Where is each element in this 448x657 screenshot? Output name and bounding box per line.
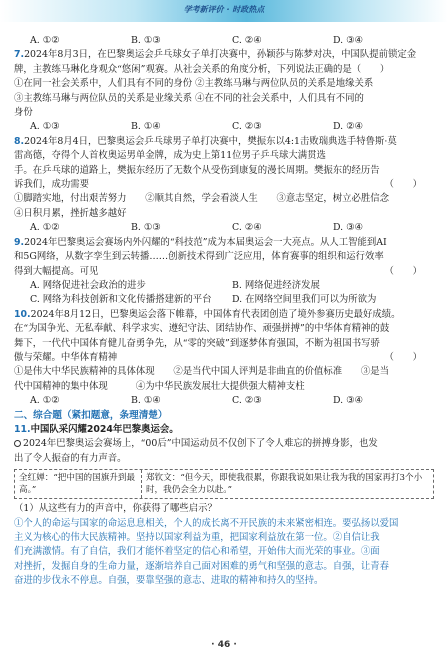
question-text: 得到大幅提高。可见 <box>14 265 99 277</box>
option[interactable]: C. ②③ <box>232 395 262 407</box>
intro-text: 出了令人振奋的有力声音。 <box>14 452 127 464</box>
question-number: 11. <box>14 423 31 435</box>
question-number: 10. <box>14 308 31 320</box>
question-text: 2024年8月3日，在巴黎奥运会乒乓球女子单打决赛中，孙颖莎与陈梦对决，中国队提前锁定金 <box>24 49 417 61</box>
question-text: 2024年巴黎奥运会赛场内外闪耀的“科技范”成为本届奥运会一大亮点。从人工智能到AI <box>24 236 387 248</box>
q10-options <box>14 394 434 408</box>
question-7 <box>14 48 434 134</box>
q9-options-ab <box>14 279 434 293</box>
section-title: 二、综合题（紧扣题意，条理清楚） <box>14 409 168 421</box>
question-11 <box>14 423 434 589</box>
quote-left: 全红婵：“把中国的国旗升到最高。” <box>19 473 136 496</box>
option[interactable]: A. ①② <box>30 395 60 407</box>
intro-text: 2024年巴黎奥运会赛场上，“00后”中国运动员不仅创下了令人难忘的拼搏身影，也发 <box>23 438 378 450</box>
option[interactable]: C. ②③ <box>232 121 262 133</box>
choice-items: 代中国精神的集中体现 ④为中华民族发展壮大提供强大精神支柱 <box>14 380 305 392</box>
choice-items: ④日积月累，挫折越多越好 <box>14 207 127 219</box>
choice-items: ①是伟大中华民族精神的具体体现 ②是当代中国人评判是非曲直的价值标准 ③是当 <box>14 366 390 378</box>
option[interactable]: C. ②④ <box>232 222 262 234</box>
question-text: 雷高德，夺得个人首枚奥运男单金牌，成为史上第11位男子乒乓球大满贯选 <box>14 150 326 162</box>
question-text: 傲与荣耀。中华体育精神 <box>14 351 118 363</box>
quote-box <box>14 469 434 499</box>
option[interactable]: D. ③④ <box>333 35 363 46</box>
option[interactable]: A. ①③ <box>30 121 60 133</box>
answer-text: 奋进的步伐永不停息。自强，要靠坚强的意志、进取的精神和持久的坚持。 <box>14 575 324 587</box>
header-title: 学考新评价 · 时政热点 <box>183 5 265 14</box>
option[interactable]: A. ①② <box>30 222 60 234</box>
answer-text: 们充满激情。有了自信，我们才能怀着坚定的信心和希望，开始伟大而光荣的事业。③面 <box>14 546 380 558</box>
option[interactable]: C. 网络为科技创新和文化传播搭建新的平台 <box>30 294 212 306</box>
question-9 <box>14 236 434 308</box>
answer-paren[interactable]: （ ） <box>384 179 422 191</box>
question-10 <box>14 308 434 409</box>
option[interactable]: B. ①③ <box>131 35 161 46</box>
q7-options <box>14 120 434 134</box>
option[interactable]: D. ③④ <box>333 222 363 234</box>
option[interactable]: B. 网络促进经济发展 <box>232 279 320 291</box>
question-text: 身份 <box>14 107 33 119</box>
question-title: 中国队采闪耀2024年巴黎奥运会。 <box>30 423 179 435</box>
header-bar <box>0 0 448 22</box>
question-text: 手。在乒乓球的道路上，樊振东经历了无数个从受伤到康复的漫长周期。樊振东的经历告 <box>14 164 380 176</box>
question-text: 2024年8月12日，巴黎奥运会落下帷幕，中国体育代表团创造了境外参赛历史最好成绩。 <box>30 308 401 320</box>
question-text: 舞下，一代代中国体育健儿奋勇争先，从“零的突破”到逐梦体育强国，不断为祖国书写骄 <box>14 337 380 349</box>
q6-options <box>14 34 434 48</box>
choice-items: ①脚踏实地，付出艰苦努力 ②顺其自然，学会看淡人生 ③意志坚定，树立必胜信念 <box>14 193 390 205</box>
question-number: 7. <box>14 49 25 61</box>
option[interactable]: C. ②④ <box>232 35 262 46</box>
q8-options <box>14 221 434 235</box>
q9-options-cd <box>14 293 434 307</box>
circle-bullet-icon <box>14 440 21 447</box>
question-8 <box>14 135 434 236</box>
quote-right: 郑钦文：“但今天，即使我很累，你跟我说如果让我为我的国家再打3个小时，我仍会全力以赴。” <box>141 470 433 498</box>
option[interactable]: A. 网络促进社会政治的进步 <box>30 279 146 291</box>
question-text: 牌，主教练马琳化身观众“悠闲”观赛。从社会关系的角度分析，下列说法正确的是（ ） <box>14 63 390 75</box>
answer-paren[interactable]: （ ） <box>384 265 422 277</box>
option[interactable]: D. ③④ <box>333 395 363 407</box>
option[interactable]: B. ①④ <box>131 395 161 407</box>
answer-text: 对挫折，发掘自身的生命力量，逐渐培养自己面对困难的勇气和坚强的意志。自强，让青春 <box>14 560 390 572</box>
question-text: ③主教练马琳与两位队员的关系是业缘关系 ④在不同的社会关系中，人们具有不同的 <box>14 92 364 104</box>
answer-text: 主义为核心的伟大民族精神。坚持以国家利益为重，把国家利益放在第一位。②自信让我 <box>14 532 380 543</box>
question-text: 2024年8月4日，巴黎奥运会乒乓球男子单打决赛中，樊振东以4:1击败瑞典选手特鲁斯·莫 <box>24 135 397 147</box>
question-text: ①在同一社会关系中，人们具有不同的身份 ②主教练马琳与两位队员的关系是地缘关系 <box>14 78 374 90</box>
option[interactable]: B. ①③ <box>131 222 161 234</box>
question-text: 和5G网络，从数字孪生到云转播……创新技术得到广泛应用，体育赛事的组织和运行效率 <box>14 251 384 263</box>
question-number: 8. <box>14 135 25 147</box>
sub-question: （1）从这些有力的声音中，你获得了哪些启示？ <box>14 503 217 515</box>
option[interactable]: A. ①② <box>30 35 60 46</box>
answer-paren[interactable]: （ ） <box>384 351 422 363</box>
option[interactable]: D. 在网络空间里我们可以为所欲为 <box>232 294 377 306</box>
option[interactable]: D. ②④ <box>333 121 363 133</box>
option[interactable]: B. ①④ <box>131 121 161 133</box>
content <box>14 34 434 589</box>
page-number: · 46 · <box>211 640 237 650</box>
question-text: 诉我们，成功需要 <box>14 179 90 191</box>
answer-text: ①个人的命运与国家的命运息息相关，个人的成长离不开民族的未来紧密相连。要弘扬以爱国 <box>14 517 399 529</box>
question-number: 9. <box>14 236 25 248</box>
question-text: 在“为国争光、无私奉献、科学求实、遵纪守法、团结协作、顽强拼搏”的中华体育精神的鼓 <box>14 323 390 335</box>
